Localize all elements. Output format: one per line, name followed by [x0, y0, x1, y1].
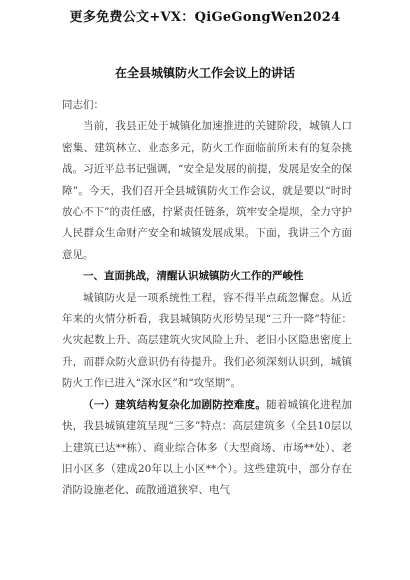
section-paragraph: 城镇防火是一项系统性工程，容不得半点疏忽懈怠。从近年来的火情分析看，我县城镇防火形势呈现“三升一降”特征：火灾起数上升、高层建筑火灾风险上升、老旧小区隐患密度上升，而群众防火意识仍有待提升。我们必须深刻认识到，城镇防火工作已进入“深水区”和“攻坚期”。 [62, 291, 352, 390]
subsection-lead: （一）建筑结构复杂化加剧防控难度。 [83, 398, 267, 411]
subsection-paragraph [62, 395, 352, 502]
page-title: 在全县城镇防火工作会议上的讲话 [114, 66, 295, 80]
subsection-text: 随着城镇化进程加快，我县城镇建筑呈现“三多”特点：高层建筑多（全县10层以上建筑已达**栋）、商业综合体多（大型商场、市场**处）、老旧小区多（建成20年以上小区**个）。这些建筑中，部分存在消防设施老化、疏散通道狭窄、电气 [62, 398, 353, 497]
document-body [62, 95, 352, 502]
section-heading: 一、直面挑战，清醒认识城镇防火工作的严峻性 [83, 270, 304, 283]
intro-paragraph: 当前，我县正处于城镇化加速推进的关键阶段，城镇人口密集、建筑林立、业态多元，防火工作面临前所未有的复杂挑战。习近平总书记强调，“安全是发展的前提，发展是安全的保障”。今天，我们召开全县城镇防火工作会议，就是要以“时时放心不下”的责任感，拧紧责任链条，筑牢安全堤坝，全力守护人民群众生命财产安全和城镇发展成果。下面，我讲三个方面意见。 [62, 120, 352, 261]
promo-banner: 更多免费公文+VX：QiGeGongWen2024 [69, 10, 341, 25]
salutation: 同志们： [62, 99, 104, 111]
